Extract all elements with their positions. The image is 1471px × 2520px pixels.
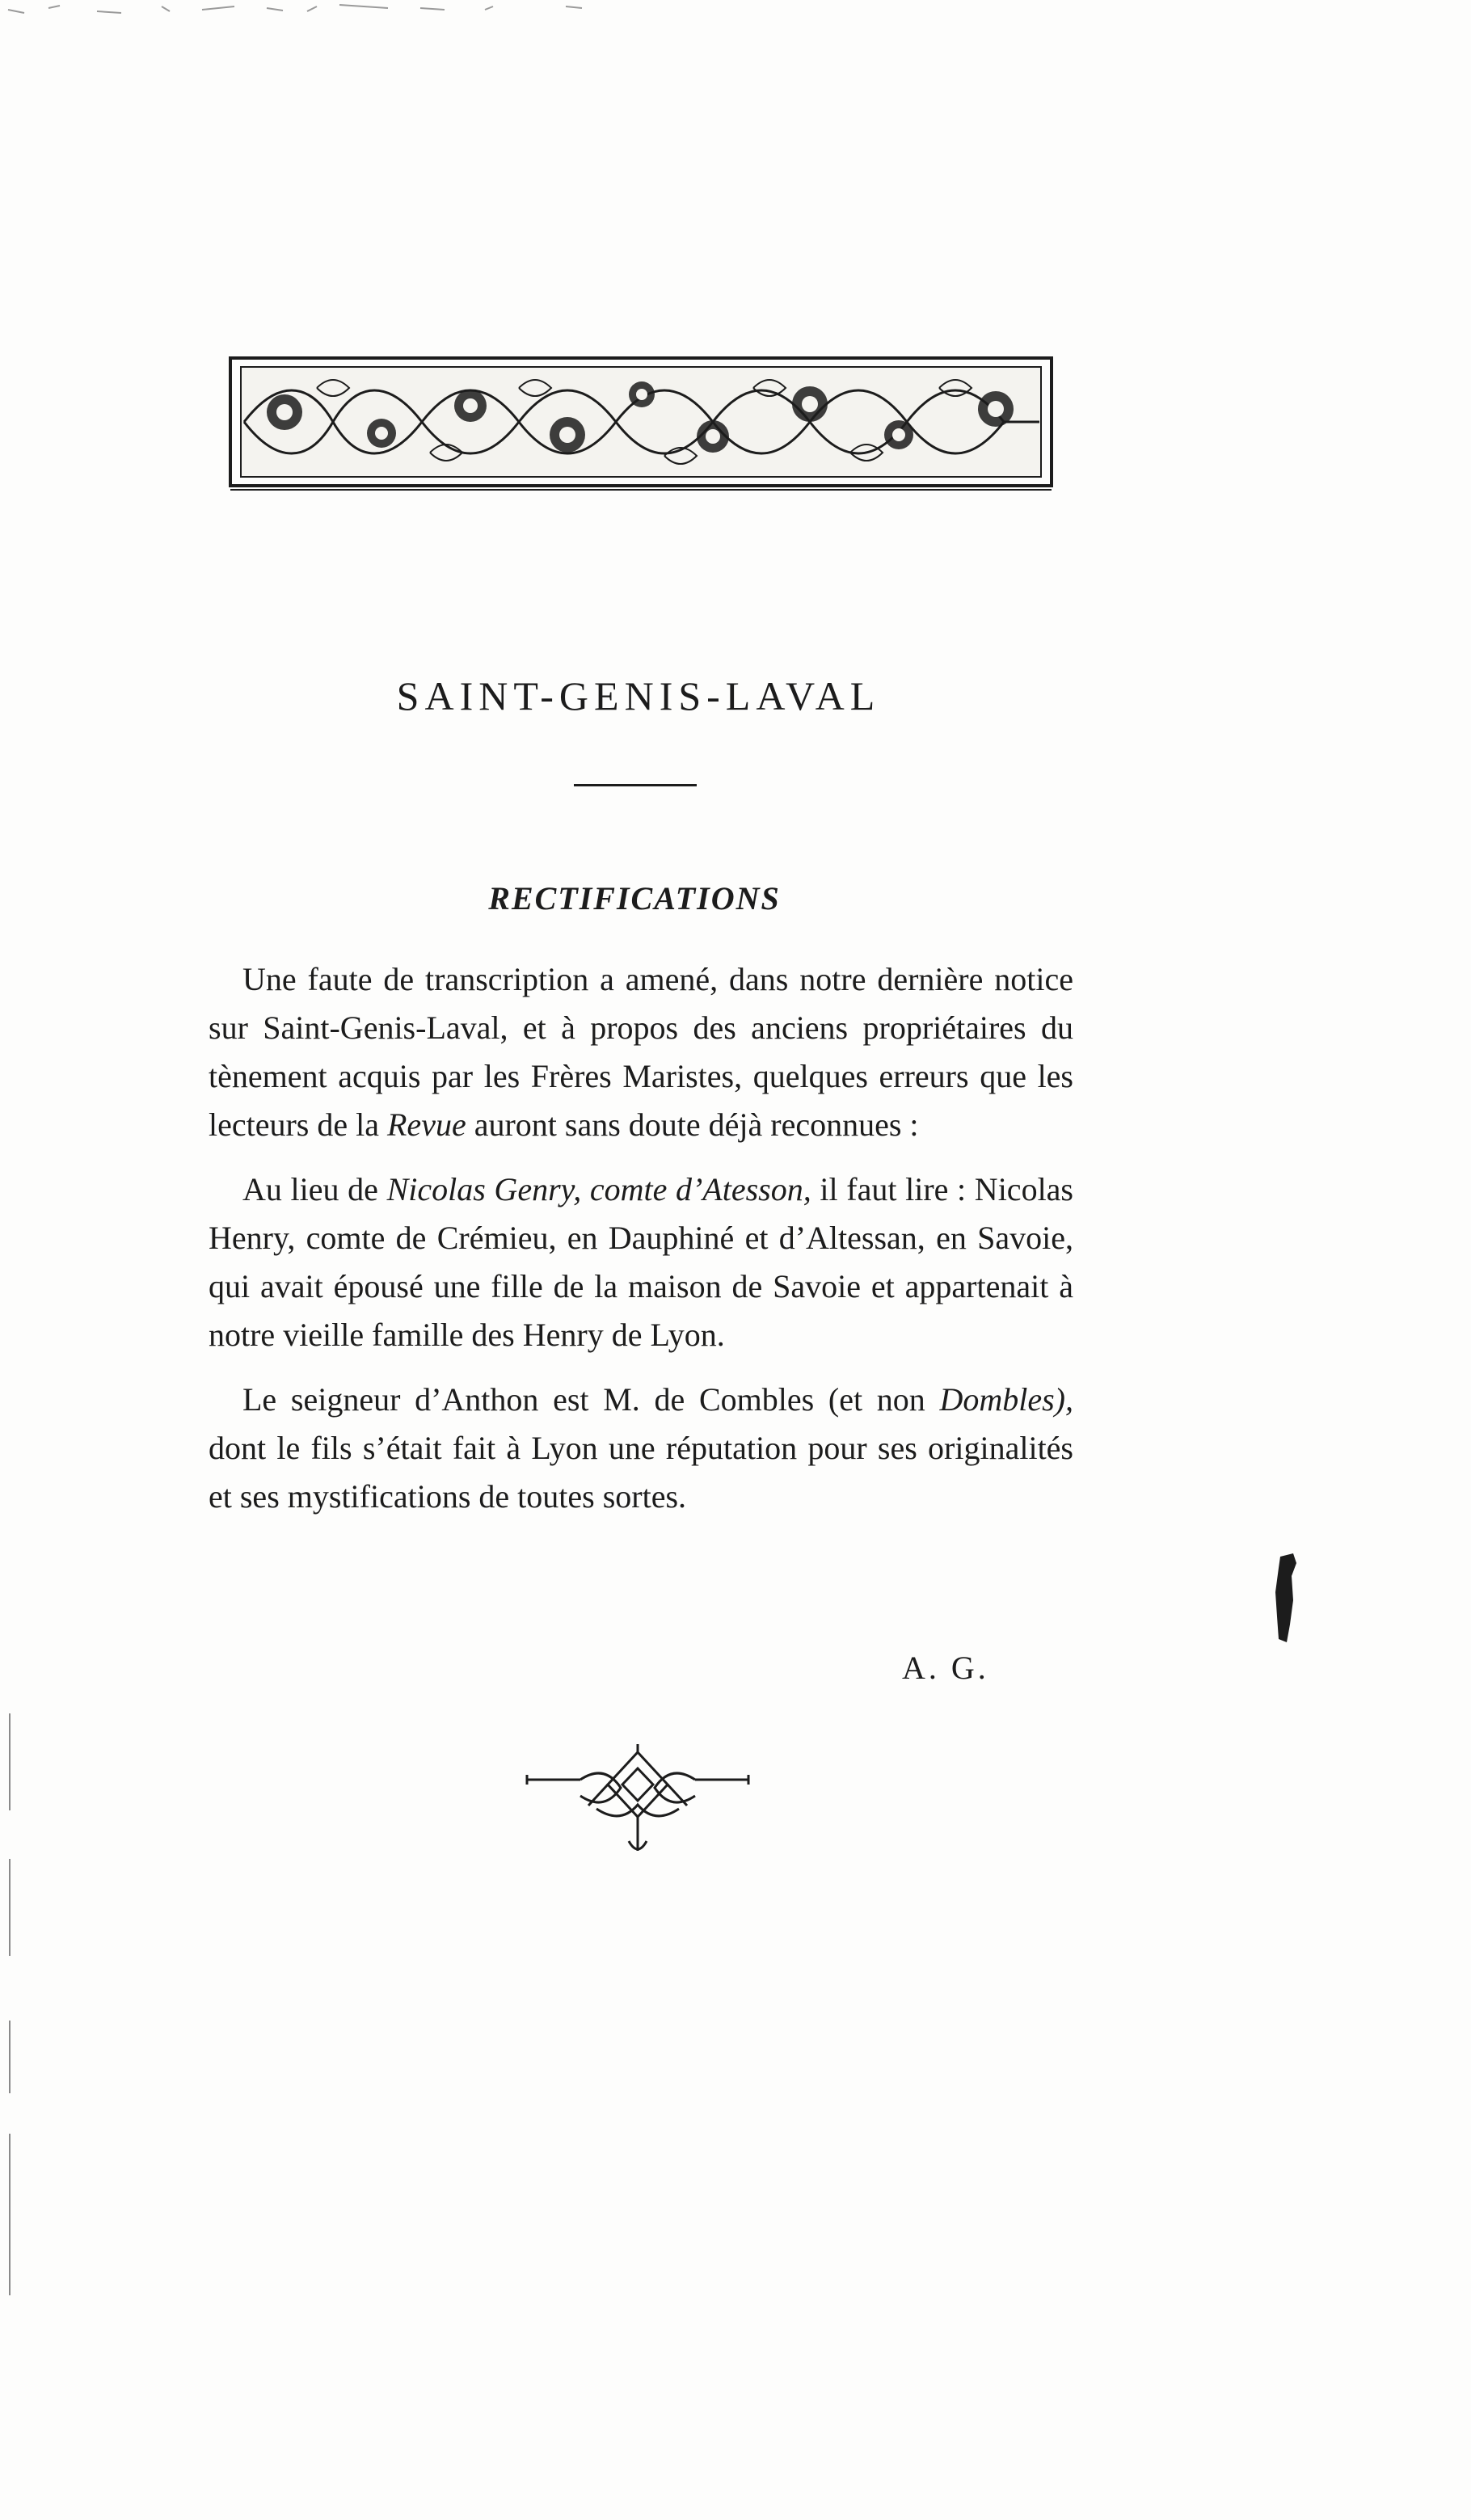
knot-tailpiece-ornament: [524, 1744, 752, 1865]
article-body: [209, 955, 1073, 1537]
italic-text-segment: Dombles),: [939, 1381, 1073, 1418]
left-margin-line: [8, 1713, 11, 2295]
scan-noise-edge: [0, 0, 1471, 32]
floral-scroll-headpiece: [228, 356, 1054, 493]
body-paragraph: [209, 1165, 1073, 1359]
author-signature: A. G.: [902, 1650, 989, 1686]
text-segment: Au lieu de: [242, 1171, 387, 1207]
italic-text-segment: Revue: [387, 1106, 466, 1143]
text-segment: Une faute de transcription a amené, dans notre dernière notice sur Saint-Genis-Laval, et à propos des anciens propriétaires du tènement acquis par les Frères Maristes, quelques erreurs que les lecteurs de la: [209, 961, 1073, 1143]
text-segment: dont le fils s’était fait à Lyon une réputation pour ses originalités et ses mystifications de toutes sortes.: [209, 1430, 1073, 1515]
ink-blot-mark: [1269, 1552, 1301, 1646]
article-subtitle: RECTIFICATIONS: [488, 880, 781, 917]
article-title: SAINT-GENIS-LAVAL: [396, 673, 881, 718]
body-paragraph: [209, 1376, 1073, 1521]
title-divider-rule: [574, 784, 697, 786]
text-segment: auront sans doute déjà reconnues :: [466, 1106, 919, 1143]
text-segment: il faut lire : Nicolas Henry, comte de Crémieu, en Dauphiné et d’Altessan, en Savoie, qui avait épousé une fille de la maison de Savoie et appartenait à notre vieille famille des Henry de Lyon.: [209, 1171, 1073, 1353]
text-segment: Le seigneur d’Anthon est M. de Combles (et non: [242, 1381, 940, 1418]
italic-text-segment: Nicolas Genry, comte d’Atesson,: [386, 1171, 811, 1207]
body-paragraph: [209, 955, 1073, 1149]
